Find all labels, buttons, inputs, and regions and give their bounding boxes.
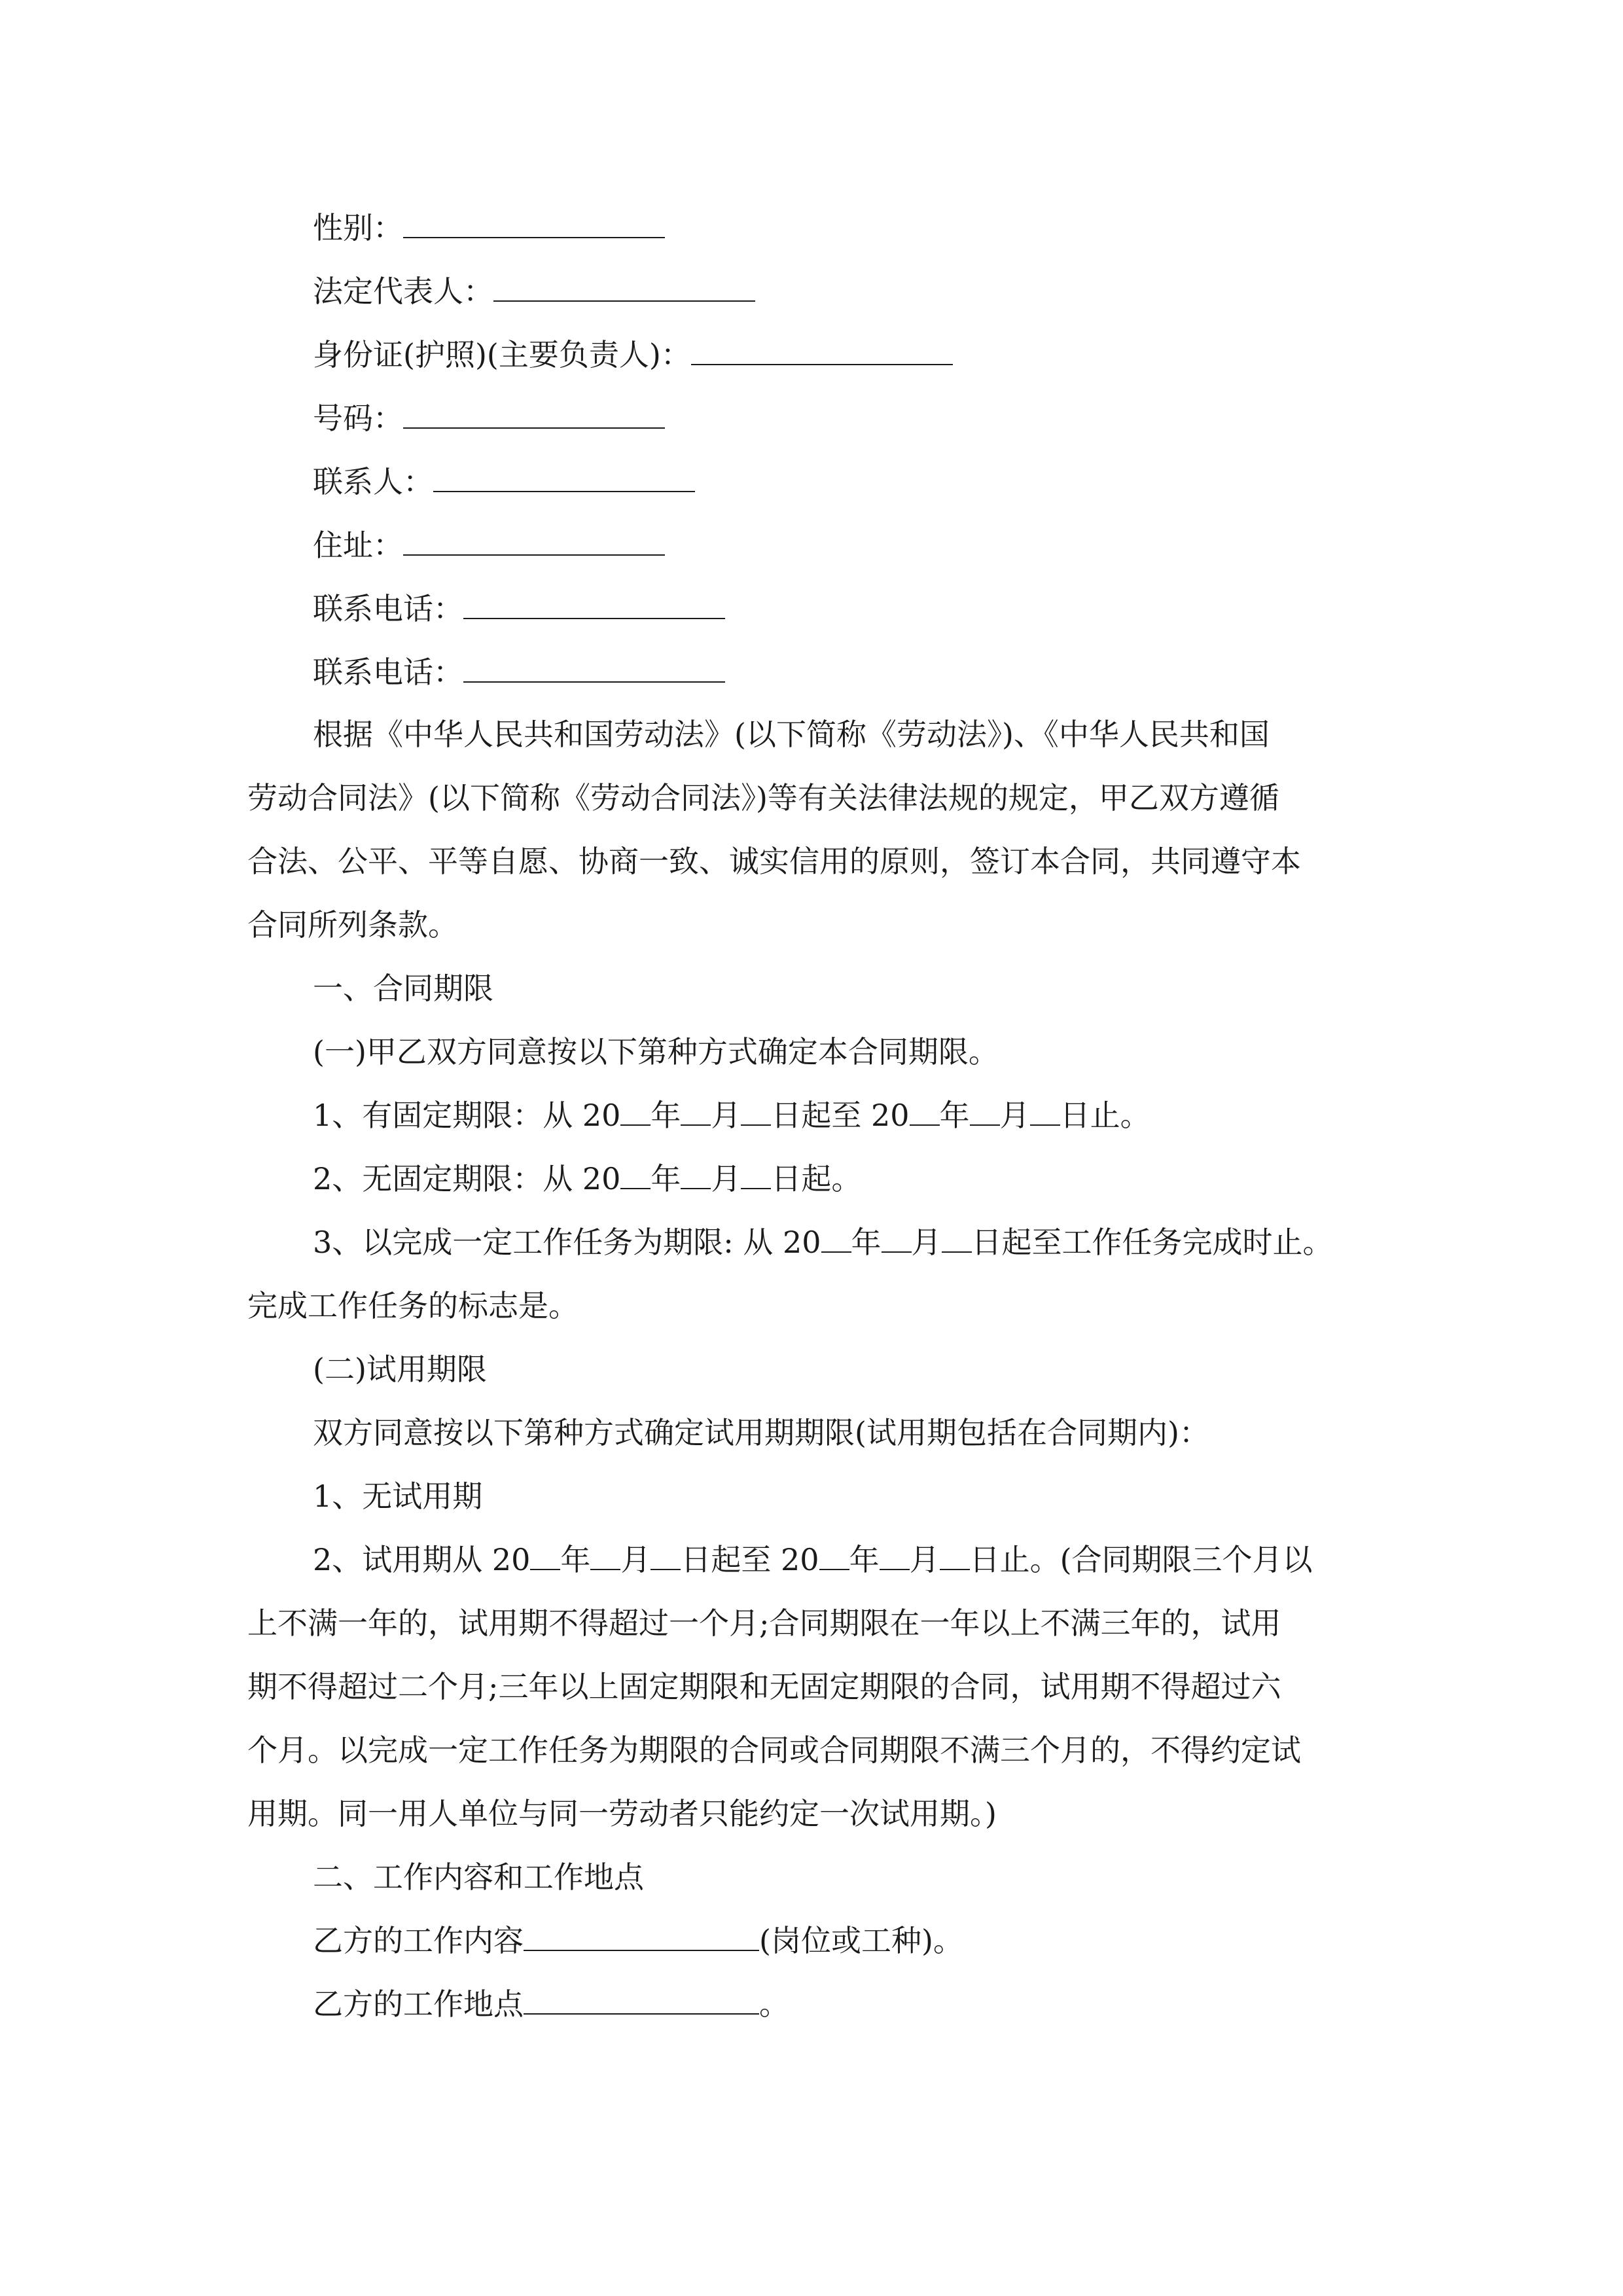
text-segment: 月	[999, 1098, 1030, 1133]
text-segment: 年	[851, 1225, 882, 1260]
text-segment: 年	[560, 1542, 591, 1577]
field-label: 联系电话：	[313, 591, 463, 626]
blank-line	[880, 1540, 910, 1570]
trial-item-none: 1、无试用期	[313, 1479, 483, 1514]
blank-line	[590, 1540, 620, 1570]
trial-note-line: 上不满一年的，试用期不得超过一个月;合同期限在一年以上不满三年的，试用	[247, 1605, 1281, 1641]
blank-line	[821, 1223, 851, 1253]
field-label: 联系电话：	[313, 655, 463, 690]
trial-item-period	[313, 1540, 1313, 1579]
text-segment: 日起至 20	[681, 1542, 819, 1577]
text-segment: 。	[759, 1986, 789, 2022]
field-label: 法定代表人：	[313, 274, 493, 309]
text-segment: 月	[711, 1098, 741, 1133]
blank-line	[463, 589, 725, 619]
field-contact	[313, 462, 695, 501]
trial-note-line: 期不得超过二个月;三年以上固定期限和无固定期限的合同，试用期不得超过六	[247, 1669, 1281, 1704]
blank-line	[403, 208, 665, 238]
text-segment: 日止。(合同期限三个月以	[969, 1542, 1313, 1577]
field-phone-2	[313, 653, 725, 692]
text-segment: 月	[620, 1542, 651, 1577]
text-segment: 1、有固定期限：从 20	[313, 1098, 621, 1133]
blank-line	[524, 1984, 759, 2015]
text-segment: 日起。	[771, 1161, 862, 1196]
preamble-line: 合同所列条款。	[247, 907, 458, 942]
field-gender	[313, 208, 665, 247]
blank-line	[940, 1540, 970, 1570]
field-number	[313, 399, 665, 438]
term-item-fixed	[313, 1096, 1150, 1135]
blank-line	[403, 399, 665, 429]
text-segment: 月	[911, 1225, 942, 1260]
blank-line	[620, 1096, 651, 1126]
field-label: 号码：	[313, 401, 403, 436]
text-segment: (岗位或工种)。	[759, 1923, 963, 1958]
subsection-text: (一)甲乙双方同意按以下第种方式确定本合同期限。	[313, 1034, 999, 1069]
blank-line	[1030, 1096, 1060, 1126]
blank-line	[463, 653, 725, 683]
text-segment: 日起至 20	[771, 1098, 910, 1133]
text-segment: 年	[849, 1542, 880, 1577]
blank-line	[741, 1159, 771, 1189]
trial-note-line: 用期。同一用人单位与同一劳动者只能约定一次试用期。)	[247, 1796, 997, 1831]
field-label: 联系人：	[313, 464, 433, 499]
work-location	[313, 1984, 789, 2024]
term-item-open	[313, 1159, 861, 1198]
blank-line	[910, 1096, 940, 1126]
blank-line	[524, 1921, 759, 1951]
text-segment: 2、试用期从 20	[313, 1542, 531, 1577]
blank-line	[741, 1096, 771, 1126]
text-segment: 乙方的工作地点	[313, 1986, 524, 2022]
text-segment: 年	[651, 1161, 681, 1196]
field-label: 身份证(护照)(主要负责人)：	[313, 337, 691, 372]
text-segment: 3、以完成一定工作任务为期限: 从 20	[313, 1225, 821, 1260]
text-segment: 年	[939, 1098, 970, 1133]
blank-line	[651, 1540, 681, 1570]
field-address	[313, 526, 665, 565]
preamble-line: 根据《中华人民共和国劳动法》(以下简称《劳动法》)、《中华人民共和国	[313, 717, 1270, 752]
subsection-text: (二)试用期限	[313, 1352, 487, 1387]
blank-line	[691, 335, 953, 365]
field-label: 住址：	[313, 528, 403, 563]
preamble-line: 合法、公平、平等自愿、协商一致、诚实信用的原则，签订本合同，共同遵守本	[247, 844, 1301, 879]
text-segment: 2、无固定期限：从 20	[313, 1161, 621, 1196]
field-id	[313, 335, 953, 374]
work-content	[313, 1921, 963, 1960]
blank-line	[493, 272, 755, 302]
text-segment: 日起至工作任务完成时止。	[971, 1225, 1333, 1260]
text-segment: 月	[711, 1161, 741, 1196]
blank-line	[681, 1159, 711, 1189]
section-heading: 一、合同期限	[313, 971, 493, 1006]
term-item-task	[313, 1223, 1333, 1262]
blank-line	[530, 1540, 560, 1570]
blank-line	[970, 1096, 1000, 1126]
blank-line	[819, 1540, 849, 1570]
field-label: 性别：	[313, 210, 403, 245]
blank-line	[620, 1159, 651, 1189]
term-item-task-cont: 完成工作任务的标志是。	[247, 1288, 579, 1323]
field-legal-rep	[313, 272, 755, 311]
field-phone-1	[313, 589, 725, 628]
text-segment: 年	[651, 1098, 681, 1133]
blank-line	[681, 1096, 711, 1126]
blank-line	[882, 1223, 912, 1253]
preamble-line: 劳动合同法》(以下简称《劳动合同法》)等有关法律法规的规定，甲乙双方遵循	[247, 780, 1279, 816]
blank-line	[433, 462, 695, 492]
text-segment: 月	[909, 1542, 940, 1577]
section-heading: 二、工作内容和工作地点	[313, 1859, 644, 1895]
blank-line	[403, 526, 665, 556]
trial-note-line: 个月。以完成一定工作任务为期限的合同或合同期限不满三个月的，不得约定试	[247, 1732, 1301, 1768]
text-segment: 日止。	[1060, 1098, 1150, 1133]
text-segment: 乙方的工作内容	[313, 1923, 524, 1958]
blank-line	[942, 1223, 972, 1253]
trial-intro: 双方同意按以下第种方式确定试用期期限(试用期包括在合同期内)：	[313, 1415, 1209, 1450]
